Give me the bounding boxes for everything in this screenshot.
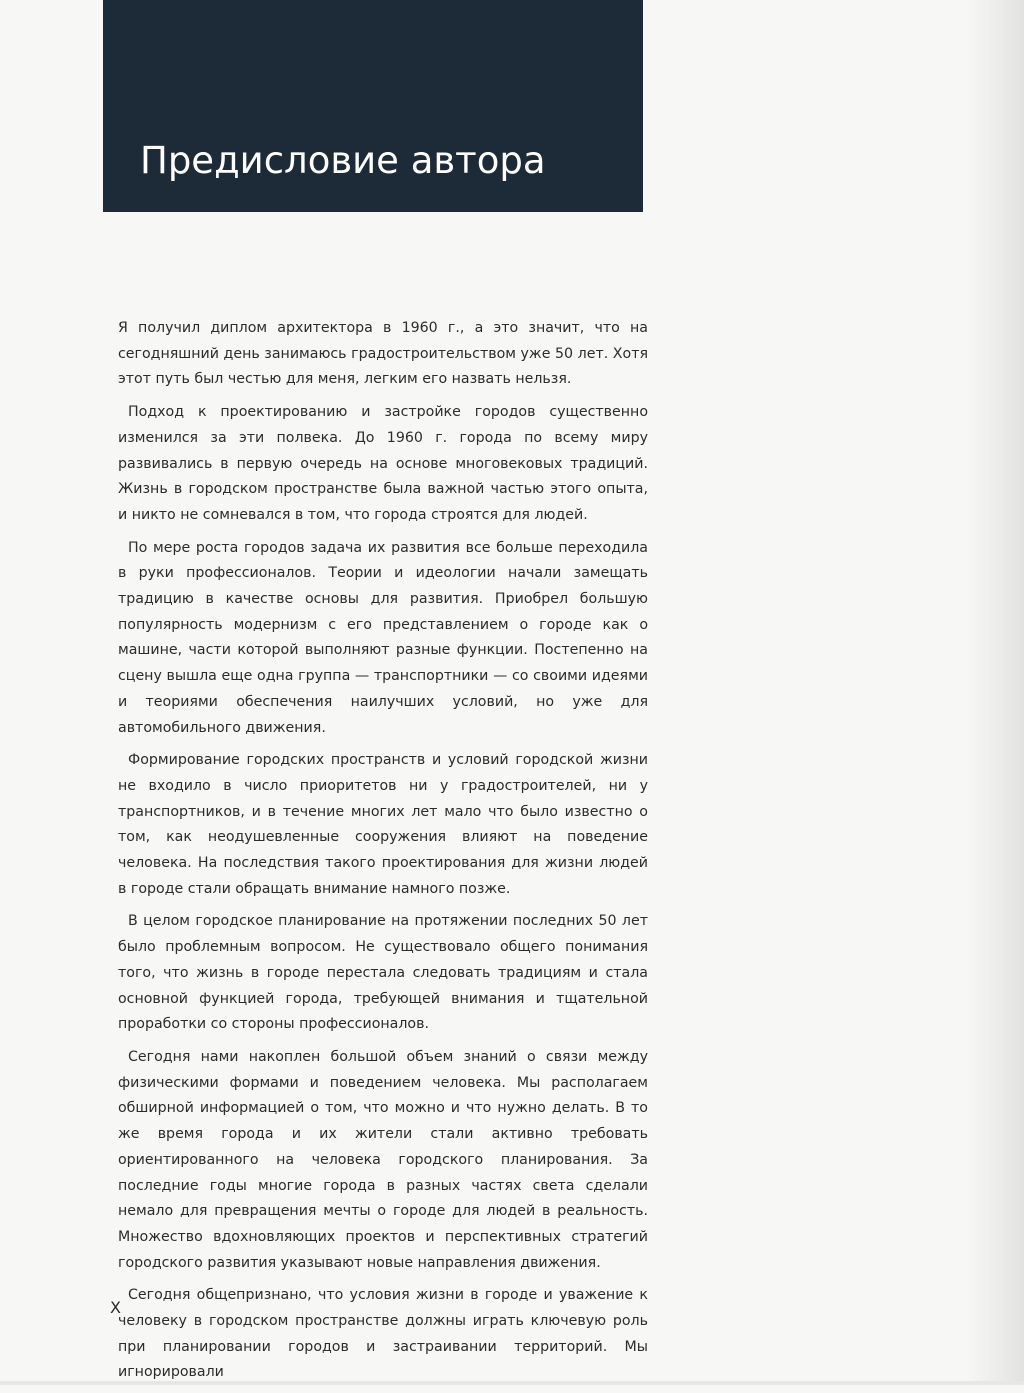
page-number: X: [110, 1298, 121, 1317]
paragraph: В целом городское планирование на протяжении последних 50 лет было проблемным вопросом. Не существовало общего понимания того, что жизнь в городе перестала следовать традициям и стала основной функцией города, требующей внимания и тщательной проработки со стороны профессионалов.: [118, 913, 648, 1033]
page-edge-shadow: [966, 0, 1024, 1385]
page-title: Предисловие автора: [140, 139, 546, 182]
paragraph: По мере роста городов задача их развития все больше переходила в руки профессионалов. Теории и идеологии начали замещать традицию в качестве основы для развития. Приобрел большую популярность модернизм с его представлением о городе как о машине, части которой выполняют разные функции. Постепенно на сцену вышла еще одна группа — транспортники — со своими идеями и теориями обеспечения наилучших условий, но уже для автомобильного движения.: [118, 539, 648, 736]
paragraph: Я получил диплом архитектора в 1960 г., а это значит, что на сегодняшний день занимаюсь градостроительством уже 50 лет. Хотя этот путь был честью для меня, легким его назвать нельзя.: [118, 320, 648, 388]
paragraph: Подход к проектированию и застройке городов существенно изменился за эти полвека. До 1960 г. города по всему миру развивались в первую очередь на основе многовековых традиций. Жизнь в городском пространстве была важной частью этого опыта, и никто не сомневался в том, что города строятся для людей.: [118, 404, 648, 523]
title-banner: [103, 0, 643, 212]
paragraph: Сегодня нами накоплен большой объем знаний о связи между физическими формами и поведением человека. Мы располагаем обширной информацией о том, что можно и что нужно делать. В то же время города и их жители стали активно требовать ориентированного на человека городского планирования. За последние годы многие города в разных частях света сделали немало для превращения мечты о городе для людей в реальность. Множество вдохновляющих проектов и перспективных стратегий городского развития указывают новые направления движения.: [118, 1048, 648, 1271]
paragraph: Формирование городских пространств и условий городской жизни не входило в число приоритетов ни у градостроителей, ни у транспортников, и в течение многих лет мало что было известно о том, как неодушевленные сооружения влияют на поведение человека. На последствия такого проектирования для жизни людей в городе стали обращать внимание намного позже.: [118, 752, 648, 897]
body-text: [118, 316, 648, 1393]
paragraph: Сегодня общепризнано, что условия жизни в городе и уважение к человеку в городском пространстве должны играть ключевую роль при планировании городов и застраивании территорий. Мы игнорировали: [118, 1287, 648, 1381]
